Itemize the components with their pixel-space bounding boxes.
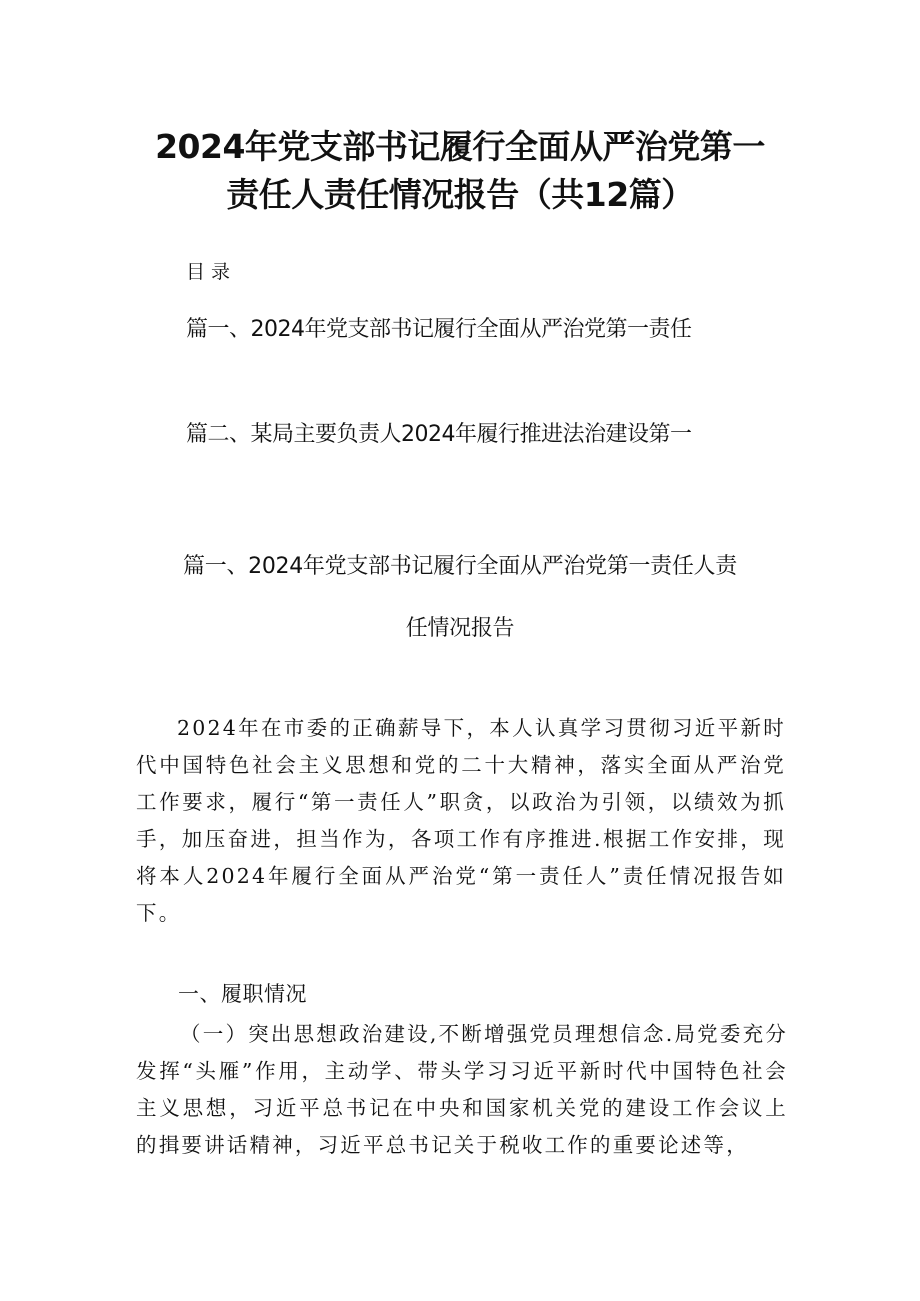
toc-item-1[interactable]: 篇一、2024年党支部书记履行全面从严治党第一责任 [186,317,692,342]
section-heading [100,536,820,660]
subheading-duty-performance: 一、履职情况 [178,982,307,1006]
document-title-line-2: 责任人责任情况报告（共12篇） [226,175,694,214]
document-title-line-1: 2024年党支部书记履行全面从严治党第一 [155,127,765,166]
paragraph-political-building-block [136,1016,788,1164]
toc-item-2[interactable]: 篇二、某局主要负责人2024年履行推进法治建设第一 [186,422,692,447]
toc-label: 目录 [186,261,237,283]
section-heading-line-1: 篇一、2024年党支部书记履行全面从严治党第一责任人责 [183,554,737,579]
paragraph-political-building: （一）突出思想政治建设,不断增强党员理想信念.局党委充分发挥“头雁”作用，主动学、带头学习习近平新时代中国特色社会主义思想，习近平总书记在中央和国家机关党的建设工作会议上的揖要讲话精神，习近平总书记关于税收工作的重要论述等， [136,1022,788,1157]
intro-paragraph-block [136,710,786,932]
intro-paragraph: 2024年在市委的正确薪导下，本人认真学习贯彻习近平新时代中国特色社会主义思想和党的二十大精神，落实全面从严治党工作要求，履行“第一责任人”职贪，以政治为引领，以绩效为抓手，加压奋进，担当作为，各项工作有序推进.根据工作安排，现将本人2024年履行全面从严治党“第一责任人”责任情况报告如下。 [136,716,786,925]
section-heading-line-2: 任情况报告 [405,616,515,641]
